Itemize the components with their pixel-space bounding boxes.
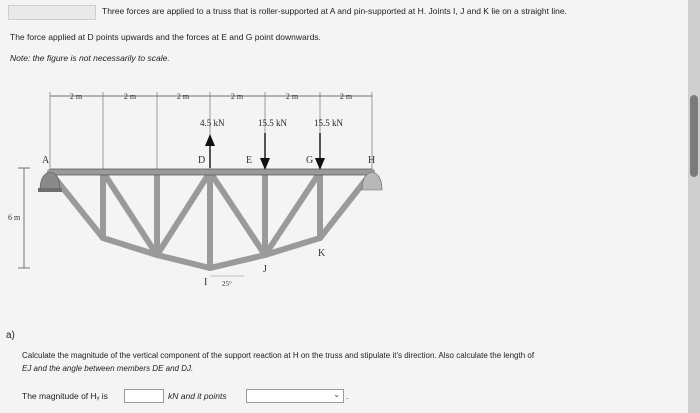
- joint-d-label: D: [198, 155, 206, 166]
- dim-label-5: 2 m: [285, 92, 299, 101]
- force-d-label: 4.5 kN: [200, 118, 225, 128]
- problem-line-1: Three forces are applied to a truss that is roller-supported at A and pin-supported at H. Joints I, J and K lie on a straight line.: [102, 6, 567, 16]
- chevron-down-icon: ⌄: [333, 390, 340, 399]
- scrollbar-thumb[interactable]: [690, 95, 698, 177]
- problem-line-2: The force applied at D points upwards and the forces at E and G point downwards.: [10, 32, 321, 42]
- scrollbar[interactable]: [688, 0, 700, 413]
- joint-g-label: G: [306, 155, 314, 166]
- dim-label-3: 2 m: [176, 92, 190, 101]
- direction-dropdown[interactable]: [246, 389, 344, 403]
- joint-h-label: H: [368, 155, 376, 166]
- joint-j-label: J: [263, 264, 267, 275]
- joint-i-label: I: [204, 277, 208, 288]
- dim-label-4: 2 m: [230, 92, 244, 101]
- problem-note: Note: the figure is not necessarily to scale.: [10, 53, 170, 63]
- force-g-label: 15.5 kN: [314, 118, 343, 128]
- angle-label: 25°: [222, 280, 232, 288]
- dim-label-6: 2 m: [339, 92, 353, 101]
- part-a-question-1: Calculate the magnitude of the vertical component of the support reaction at H on the truss and stipulate it's direction. Also calculate the length of: [22, 351, 535, 360]
- magnitude-input[interactable]: [124, 389, 164, 403]
- joint-e-label: E: [246, 155, 253, 166]
- direction-prompt: kN and it points: [168, 391, 227, 401]
- dim-label-2: 2 m: [123, 92, 137, 101]
- joint-k-label: K: [318, 248, 326, 259]
- magnitude-prompt: The magnitude of Hᵧ is: [22, 391, 108, 401]
- force-e-label: 15.5 kN: [258, 118, 287, 128]
- answer-period: .: [346, 391, 349, 401]
- joint-a-label: A: [42, 155, 50, 166]
- height-label: 6 m: [8, 213, 21, 222]
- dim-label-1: 2 m: [69, 92, 83, 101]
- part-a-question-2: EJ and the angle between members DE and DJ.: [22, 364, 194, 373]
- part-a-label: a): [6, 330, 15, 341]
